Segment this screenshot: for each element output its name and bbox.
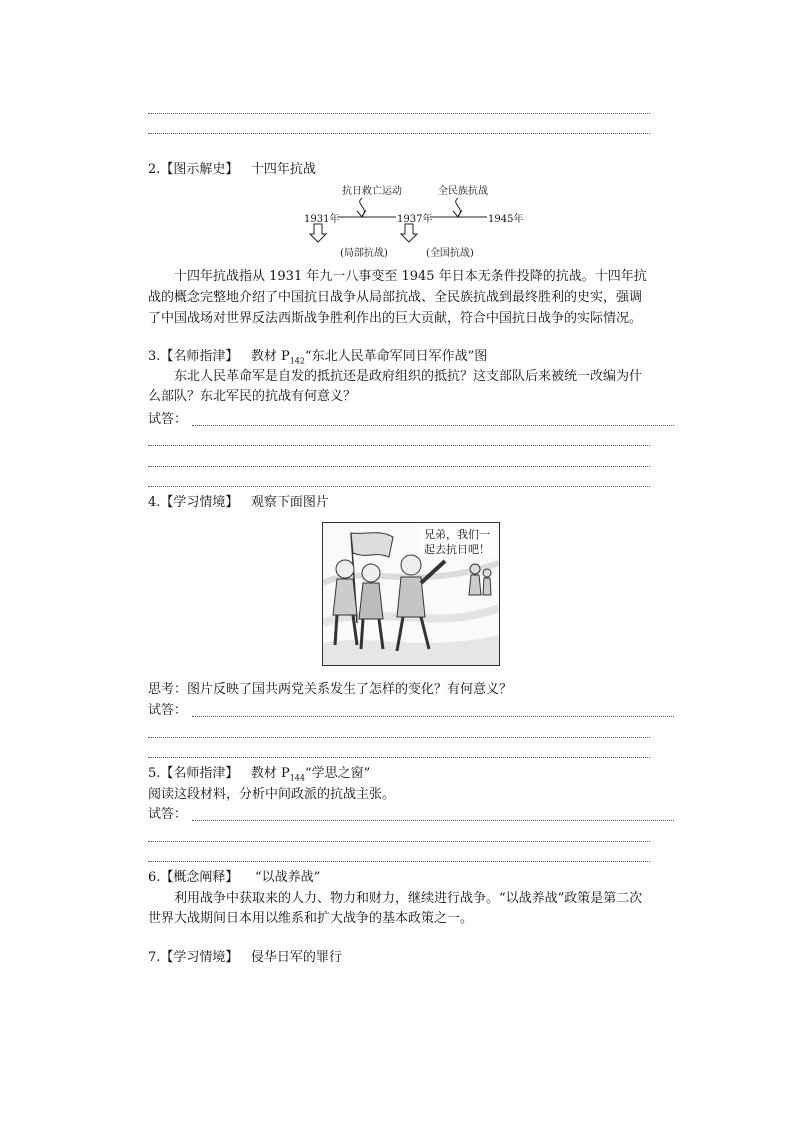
section-7-heading: 7.【学习情境】 侵华日军的罪行: [148, 950, 342, 965]
answer-line[interactable]: [148, 133, 650, 134]
section-6-paragraph: 利用战争中获取来的人力、物力和财力，继续进行战争。“以战养战”政策是第二次世界大战期间日本用以维系和扩大战争的基本政策之一。: [148, 891, 643, 926]
section-4-answer-label: 试答：: [148, 703, 188, 718]
answer-line[interactable]: [192, 425, 674, 426]
answer-line[interactable]: [148, 841, 650, 842]
timeline-diagram: [300, 180, 530, 260]
answer-line[interactable]: [148, 113, 650, 114]
section-5-heading: 5.【名师指津】 教材 $P_{144}“$学思之窗”: [148, 766, 371, 783]
timeline-phase-partial: (局部抗战): [340, 248, 388, 259]
answer-line[interactable]: [148, 466, 650, 467]
answer-line[interactable]: [148, 861, 650, 862]
answer-line[interactable]: [148, 445, 650, 446]
cartoon-illustration: [322, 522, 500, 666]
section-5-instruction: 阅读这段材料，分析中间政派的抗战主张。: [148, 787, 396, 802]
answer-line[interactable]: [192, 716, 674, 717]
section-2-paragraph: 十四年抗战指从 1931 年九一八事变至 1945 年日本无条件投降的抗战。十四年抗战的概念完整地介绍了中国抗日战争从局部抗战、全民族抗战到最终胜利的史实，强调了中国战场对世界反法西斯战争胜利作出的巨大贡献，符合中国抗日战争的实际情况。: [148, 269, 647, 326]
timeline-movement-label: 抗日救亡运动: [342, 186, 402, 197]
timeline-phase-full: (全国抗战): [426, 248, 474, 259]
section-4-question: 思考：图片反映了国共两党关系发生了怎样的变化？有何意义？: [148, 682, 513, 697]
section-2-heading: 2.【图示解史】 十四年抗战: [148, 162, 316, 177]
section-6-heading: 6.【概念阐释】 “以战养战”: [148, 870, 321, 885]
timeline-year-1931: 1931年: [304, 214, 340, 225]
section-4-heading: 4.【学习情境】 观察下面图片: [148, 495, 329, 510]
answer-line[interactable]: [192, 820, 674, 821]
section-3-answer-label: 试答：: [148, 412, 188, 427]
answer-line[interactable]: [148, 757, 650, 758]
timeline-year-1937: 1937年: [397, 214, 433, 225]
answer-line[interactable]: [148, 737, 650, 738]
down-arrow-icon: [310, 224, 326, 242]
timeline-year-1945: 1945年: [488, 214, 524, 225]
section-5-answer-label: 试答：: [148, 807, 188, 822]
section-3-question: 东北人民革命军是自发的抵抗还是政府组织的抵抗？这支部队后来被统一改编为什么部队？东北军民的抗战有何意义？: [148, 369, 643, 404]
timeline-resistance-label: 全民族抗战: [438, 186, 488, 197]
speech-bubble: 兄弟，我们一起去抗日吧！: [419, 527, 495, 557]
section-3-heading: 3.【名师指津】 教材 $P_{142}“$东北人民革命军同日军作战”图: [148, 349, 488, 366]
answer-line[interactable]: [148, 486, 650, 487]
down-arrow-icon: [401, 224, 417, 242]
